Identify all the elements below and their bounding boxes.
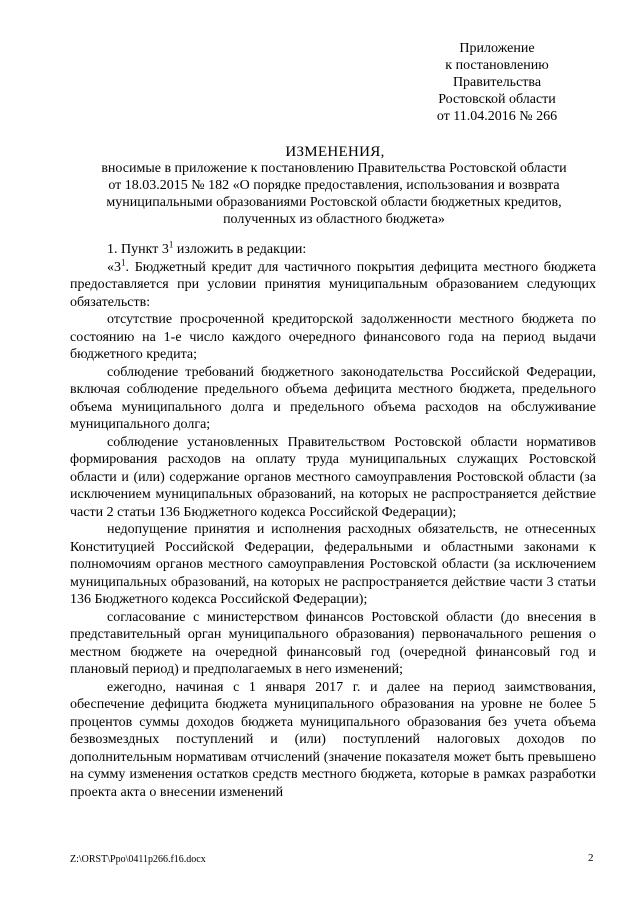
appendix-line: Приложение	[459, 41, 535, 56]
page-number: 2	[588, 852, 594, 864]
subtitle-line: от 18.03.2015 № 182 «О порядке предоставления, использования и возврата	[108, 178, 560, 193]
appendix-line: от 11.04.2016 № 266	[436, 109, 558, 124]
appendix-line: Правительства	[452, 75, 542, 90]
document-title: ИЗМЕНЕНИЯ,	[285, 144, 385, 160]
appendix-header	[412, 40, 582, 125]
footer-file-path: Z:\ORST\Ppo\0411p266.f16.docx	[70, 854, 206, 865]
paragraph-obligation: ежегодно, начиная с 1 января 2017 г. и далее на период заимствования, обеспечение дефицита бюджета муниципального образования на уровне не более 5 процентов суммы доходов бюджета муниципального образования без учета объема безвозмездных поступлений и (или) поступлений налоговых доходов по дополнительным нормативам отчислений (значение показателя может быть превышено на сумму изменения остатков средств местного бюджета, которые в рамках разработки проекта акта о внесении изменений	[70, 679, 596, 800]
paragraph-text: «3	[107, 259, 121, 275]
paragraph-text: изложить в редакции:	[173, 242, 307, 257]
subtitle-line: муниципальными образованиями Ростовской области бюджетных кредитов,	[106, 195, 562, 210]
paragraph-obligation: недопущение принятия и исполнения расходных обязательств, не отнесенных Конституцией Российской Федерации, федеральными и областными законами к полномочиям органов местного самоуправления Ростовской области (за исключением муниципальных образований, на которых не распространяется действие части 3 статьи 136 Бюджетного кодекса Российской Федерации);	[70, 522, 596, 607]
paragraph-obligation: соблюдение требований бюджетного законодательства Российской Федерации, включая соблюдение предельного объема дефицита местного бюджета, предельного объема муниципального долга и предельного объема расходов на обслуживание муниципального долга;	[70, 364, 596, 432]
paragraph-item-1	[70, 241, 596, 259]
superscript: 1	[121, 256, 126, 267]
paragraph-obligation: согласование с министерством финансов Ростовской области (до внесения в представительный орган муниципального образования) первоначального решения о местном бюджете на очередной финансовый год (очередной финансовый год и плановый период) и предполагаемых в него изменений;	[70, 609, 596, 677]
paragraph-obligation: отсутствие просроченной кредиторской задолженности местного бюджета по состоянию на 1-е число каждого очередного финансового года на период выдачи бюджетного кредита;	[70, 312, 596, 362]
appendix-line: Ростовской области	[438, 92, 556, 107]
subtitle-line: полученных из областного бюджета»	[223, 212, 445, 227]
paragraph-text: . Бюджетный кредит для частичного покрытия дефицита местного бюджета предоставляется при условии принятия муниципальным образованием следующих обязательств:	[70, 259, 596, 310]
paragraph-obligation: соблюдение установленных Правительством Ростовской области нормативов формирования расходов на оплату труда муниципальных служащих Ростовской области и (или) содержание органов местного самоуправления Ростовской области (за исключением муниципальных образований, на которых не распространяется действие части 2 статьи 136 Бюджетного кодекса Российской Федерации);	[70, 434, 596, 520]
document-body	[70, 241, 596, 801]
document-subtitle	[80, 160, 588, 228]
subtitle-line: вносимые в приложение к постановлению Правительства Ростовской области	[101, 161, 567, 176]
appendix-line: к постановлению	[445, 58, 549, 73]
paragraph-text: 1. Пункт 3	[107, 242, 169, 257]
paragraph-clause-3-1	[70, 256, 596, 312]
superscript: 1	[168, 239, 174, 250]
